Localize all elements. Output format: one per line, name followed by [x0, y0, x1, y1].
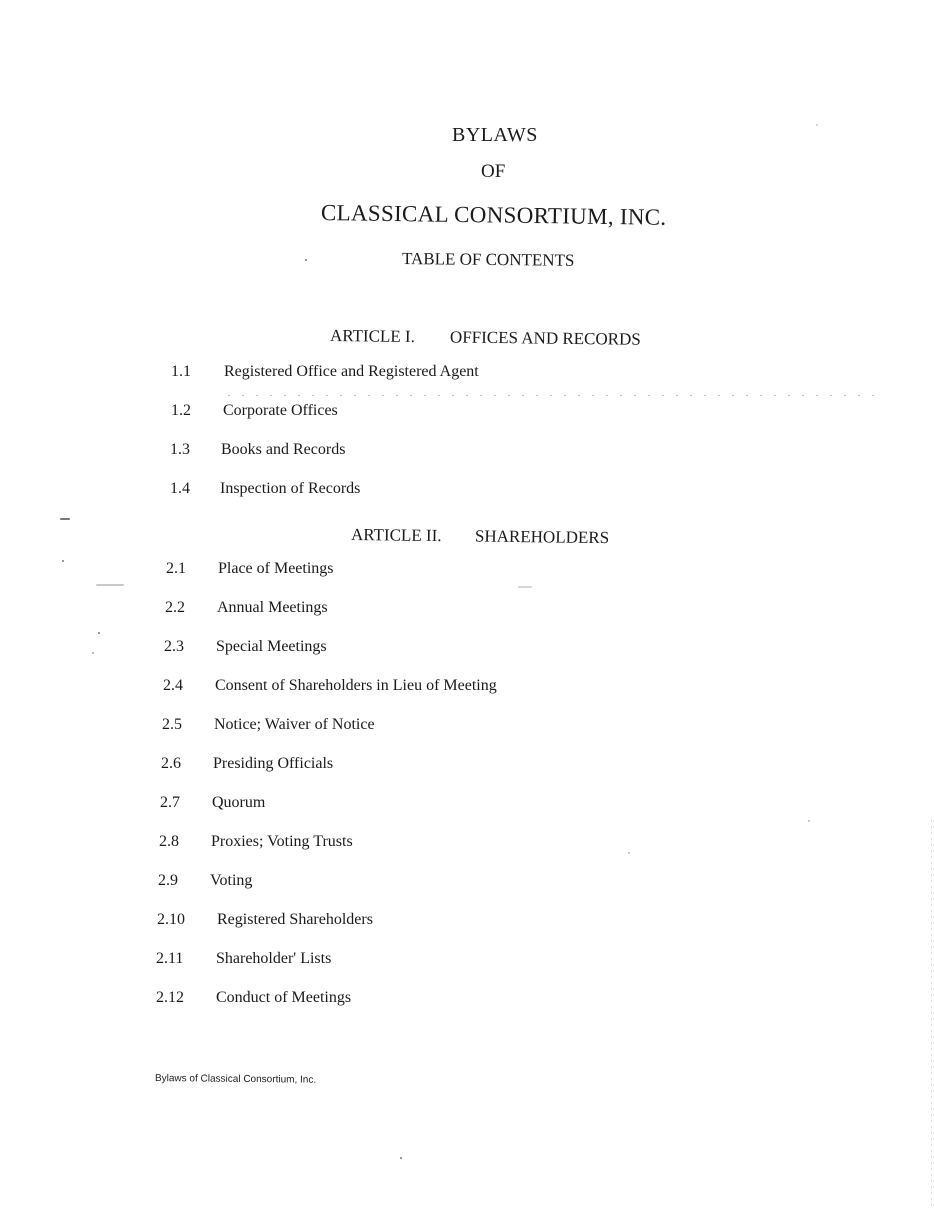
toc-entry	[156, 989, 351, 1007]
toc-entry	[166, 560, 334, 578]
toc-entry	[160, 794, 265, 812]
article-heading-2	[351, 525, 609, 548]
article-title: SHAREHOLDERS	[474, 526, 610, 548]
section-title: Place of Meetings	[218, 560, 334, 577]
section-title: Registered Office and Registered Agent	[224, 363, 479, 380]
document-title-of: OF	[481, 161, 506, 182]
toc-entry	[161, 755, 333, 773]
toc-entry	[165, 599, 328, 617]
section-title: Proxies; Voting Trusts	[211, 833, 353, 850]
scan-speck	[60, 518, 70, 520]
section-title: Special Meetings	[216, 638, 327, 655]
section-number: 2.7	[160, 794, 180, 811]
document-title: BYLAWS	[452, 124, 538, 146]
toc-entry	[170, 441, 345, 459]
toc-entry	[171, 402, 338, 420]
scan-dotted-line	[228, 395, 876, 396]
article-title: OFFICES AND RECORDS	[449, 327, 641, 349]
section-title: Quorum	[212, 794, 266, 811]
scan-speck	[628, 852, 630, 854]
scan-speck	[400, 1157, 402, 1159]
section-title: Voting	[210, 872, 253, 889]
section-title: Consent of Shareholders in Lieu of Meeting	[215, 677, 497, 694]
scan-speck	[92, 652, 94, 654]
toc-heading: TABLE OF CONTENTS	[401, 249, 575, 270]
toc-entry	[164, 638, 327, 656]
scan-speck	[62, 560, 64, 562]
section-title: Presiding Officials	[213, 755, 334, 772]
scan-speck	[98, 632, 100, 634]
article-label: ARTICLE II.	[350, 525, 442, 546]
section-number: 2.5	[162, 716, 182, 733]
toc-entry	[159, 833, 353, 851]
toc-entry	[156, 950, 331, 968]
section-number: 2.11	[156, 950, 184, 967]
section-number: 2.10	[157, 911, 185, 928]
scan-edge-line	[931, 820, 932, 1208]
section-number: 1.2	[171, 402, 191, 419]
article-heading-1	[330, 326, 641, 350]
page-footer: Bylaws of Classical Consortium, Inc.	[154, 1073, 317, 1086]
section-title: Shareholder' Lists	[216, 950, 332, 967]
section-number: 2.3	[164, 638, 184, 655]
section-title: Notice; Waiver of Notice	[214, 716, 375, 733]
scan-speck	[96, 584, 124, 586]
section-number: 1.3	[170, 441, 190, 458]
section-title: Inspection of Records	[220, 480, 361, 497]
section-number: 2.12	[156, 989, 184, 1006]
toc-entry	[170, 480, 360, 498]
scan-speck	[518, 586, 532, 588]
section-number: 2.4	[163, 677, 183, 694]
section-number: 2.9	[158, 872, 178, 889]
section-number: 1.1	[171, 363, 191, 380]
toc-entry	[162, 716, 375, 734]
section-number: 1.4	[170, 480, 190, 497]
section-number: 2.6	[161, 755, 181, 772]
company-name: CLASSICAL CONSORTIUM, INC.	[320, 200, 667, 230]
scan-speck	[305, 259, 307, 261]
section-title: Books and Records	[221, 441, 346, 458]
toc-entry	[158, 872, 252, 890]
scan-speck	[808, 820, 810, 822]
scan-speck	[816, 124, 818, 126]
section-title: Corporate Offices	[223, 402, 338, 419]
section-number: 2.2	[165, 599, 185, 616]
toc-entry	[163, 677, 497, 695]
section-number: 2.1	[166, 560, 186, 577]
toc-entry	[171, 363, 479, 381]
section-title: Conduct of Meetings	[216, 989, 352, 1006]
section-title: Registered Shareholders	[217, 911, 373, 928]
article-label: ARTICLE I.	[329, 326, 416, 347]
section-number: 2.8	[159, 833, 179, 850]
section-title: Annual Meetings	[217, 599, 328, 616]
toc-entry	[157, 911, 373, 929]
